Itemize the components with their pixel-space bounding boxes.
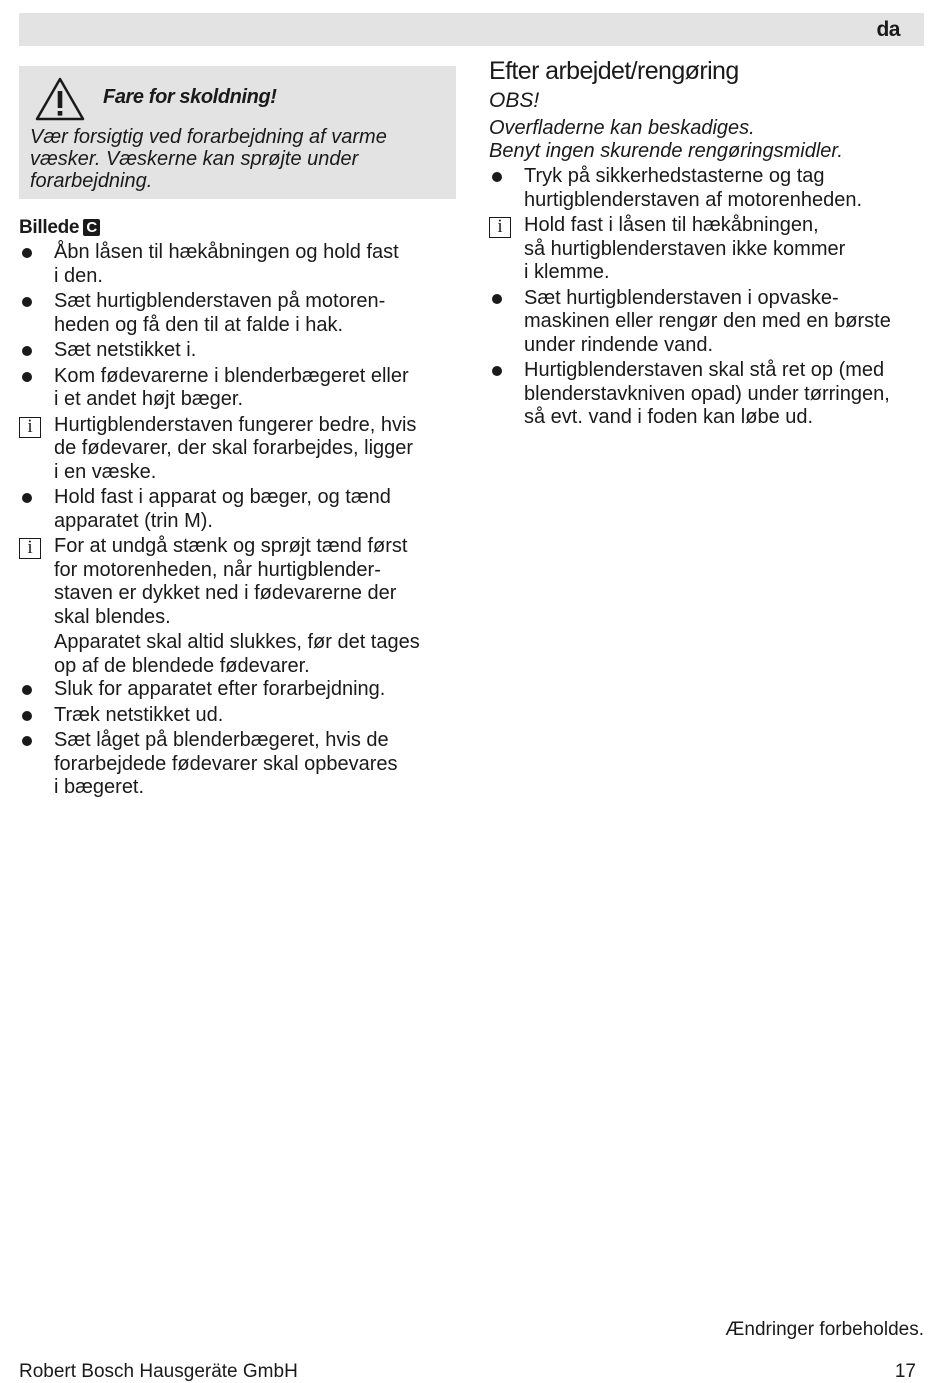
obs-label: OBS! <box>489 89 540 112</box>
list-item: Kom fødevarerne i blenderbægeret eller i et andet højt bæger. <box>19 365 456 412</box>
list-item: Sæt netstikket i. <box>19 339 456 363</box>
warning-title: Fare for skoldning! <box>103 86 277 108</box>
bullet-icon <box>22 297 32 307</box>
list-item: Sæt låget på blenderbægeret, hvis de forarbejdede fødevarer skal opbevares i bægeret. <box>19 729 456 800</box>
list-item: Hurtigblenderstaven skal stå ret op (med blenderstavkniven opad) under tørringen, så evt. vand i foden kan løbe ud. <box>489 359 924 430</box>
language-header-bar <box>19 13 924 46</box>
bullet-icon <box>492 172 502 182</box>
page-number: 17 <box>894 1361 916 1382</box>
footer-company: Robert Bosch Hausgeräte GmbH <box>19 1361 298 1382</box>
bullet-icon <box>22 493 32 503</box>
right-instruction-list <box>489 165 924 430</box>
bullet-icon <box>492 366 502 376</box>
list-item: Træk netstikket ud. <box>19 704 456 728</box>
info-note: i Hold fast i låsen til hækåbningen, så hurtigblenderstaven ikke kommer i klemme. <box>489 214 924 285</box>
info-icon: i <box>19 417 41 438</box>
list-item: Sæt hurtigblenderstaven i opvaske- maskinen eller rengør den med en børste under rindende vand. <box>489 287 924 358</box>
right-column <box>489 56 924 432</box>
note-continuation: Apparatet skal altid slukkes, før det tages op af de blendede fødevarer. <box>54 631 420 677</box>
info-icon: i <box>19 538 41 559</box>
bullet-icon <box>22 372 32 382</box>
caution-text: Overfladerne kan beskadiges. Benyt ingen skurende rengøringsmidler. <box>489 117 843 162</box>
bullet-icon <box>22 248 32 258</box>
language-code: da <box>876 18 900 41</box>
figure-label: Billede C <box>19 217 456 239</box>
bullet-icon <box>22 711 32 721</box>
list-item: Sæt hurtigblenderstaven på motoren- heden og få den til at falde i hak. <box>19 290 456 337</box>
info-note: i Hurtigblenderstaven fungerer bedre, hvis de fødevarer, der skal forarbejdes, ligger i en væske. <box>19 414 456 485</box>
warning-text: Vær forsigtig ved forarbejdning af varme væsker. Væskerne kan sprøjte under forarbejdning. <box>30 126 387 192</box>
list-item: Tryk på sikkerhedstasterne og tag hurtigblenderstaven af motorenheden. <box>489 165 924 212</box>
bullet-icon <box>22 736 32 746</box>
list-item: Åbn låsen til hækåbningen og hold fast i den. <box>19 241 456 288</box>
footer-note: Ændringer forbeholdes. <box>725 1319 924 1340</box>
bullet-icon <box>22 685 32 695</box>
left-column <box>19 66 456 802</box>
info-note: i For at undgå stænk og sprøjt tænd først for motorenheden, når hurtigblender- staven er dykket ned i fødevarerne der skal blendes. <box>19 535 456 629</box>
figure-letter-badge: C <box>83 219 100 236</box>
warning-triangle-icon <box>34 76 86 122</box>
warning-box <box>19 66 456 199</box>
bullet-icon <box>22 346 32 356</box>
list-item: Sluk for apparatet efter forarbejdning. <box>19 678 456 702</box>
bullet-icon <box>492 294 502 304</box>
section-heading: Efter arbejdet/rengøring <box>489 57 739 85</box>
left-instruction-list <box>19 241 456 800</box>
info-icon: i <box>489 217 511 238</box>
list-item: Hold fast i apparat og bæger, og tænd apparatet (trin M). <box>19 486 456 533</box>
